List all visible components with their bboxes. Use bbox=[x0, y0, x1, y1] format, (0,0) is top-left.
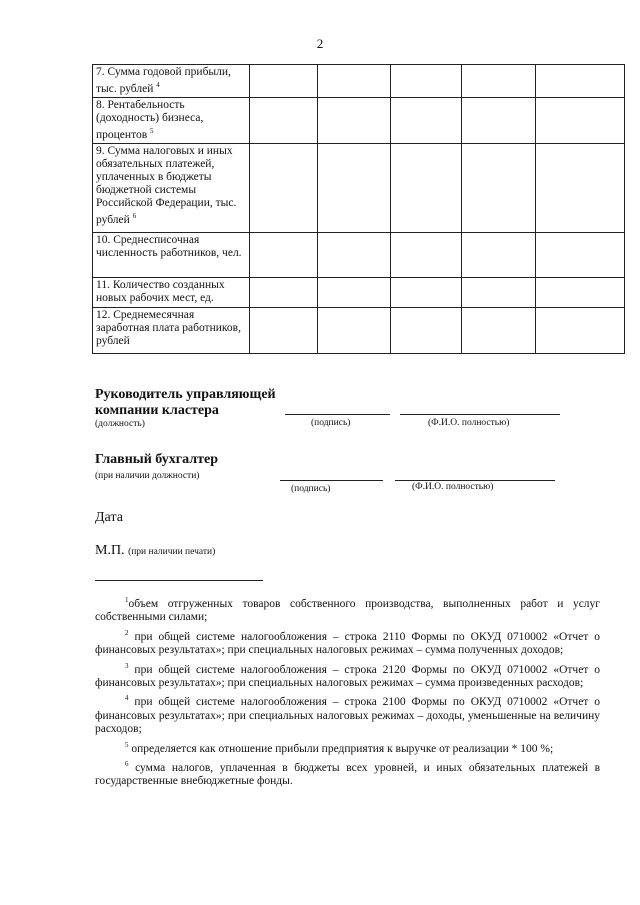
value-cell[interactable] bbox=[462, 307, 536, 353]
stamp-label-row bbox=[95, 543, 215, 559]
head-title-line1: Руководитель управляющей bbox=[95, 387, 276, 402]
row-label-cell bbox=[93, 97, 250, 143]
footnote-text: объем отгруженных товаров собственного производства, выполненных работ и услуг собственными силами; bbox=[95, 597, 600, 624]
value-cell[interactable] bbox=[536, 277, 625, 307]
accountant-title: Главный бухгалтер bbox=[95, 452, 218, 467]
footnote-number: 2 bbox=[125, 628, 129, 637]
value-cell[interactable] bbox=[318, 65, 391, 98]
table-row bbox=[93, 232, 625, 277]
footnote-text: определяется как отношение прибыли предприятия к выручке от реализации * 100 %; bbox=[131, 742, 554, 755]
stamp-label: М.П. bbox=[95, 543, 125, 558]
accountant-name-line[interactable] bbox=[395, 480, 555, 481]
accountant-name-caption: (Ф.И.О. полностью) bbox=[412, 482, 494, 492]
row-label-cell bbox=[93, 307, 250, 353]
value-cell[interactable] bbox=[318, 307, 391, 353]
table-row bbox=[93, 143, 625, 232]
footnote-separator bbox=[95, 580, 263, 581]
value-cell[interactable] bbox=[462, 97, 536, 143]
accountant-signature-line[interactable] bbox=[280, 480, 383, 481]
indicators-table bbox=[92, 64, 625, 354]
table-row bbox=[93, 97, 625, 143]
value-cell[interactable] bbox=[391, 65, 462, 98]
row-label-cell bbox=[93, 232, 250, 277]
footnote-number: 5 bbox=[125, 740, 129, 749]
value-cell[interactable] bbox=[391, 277, 462, 307]
value-cell[interactable] bbox=[250, 65, 318, 98]
footnote-ref: 6 bbox=[132, 211, 137, 220]
table-row bbox=[93, 307, 625, 353]
footnote-text: при общей системе налогообложения – строка 2110 Формы по ОКУД 0710002 «Отчет о финансовых результатах»; при специальных налоговых режимах – сумма полученных доходов; bbox=[95, 630, 601, 657]
accountant-signature-caption: (подпись) bbox=[291, 484, 331, 494]
footnote-number: 3 bbox=[125, 661, 129, 670]
head-name-line[interactable] bbox=[400, 414, 560, 415]
value-cell[interactable] bbox=[391, 143, 462, 232]
stamp-caption: (при наличии печати) bbox=[128, 547, 216, 557]
value-cell[interactable] bbox=[250, 97, 318, 143]
row-label-cell bbox=[93, 143, 250, 232]
footnote bbox=[95, 758, 600, 789]
value-cell[interactable] bbox=[318, 97, 391, 143]
value-cell[interactable] bbox=[318, 277, 391, 307]
value-cell[interactable] bbox=[536, 232, 625, 277]
footnotes bbox=[95, 594, 600, 791]
row-label-cell bbox=[93, 277, 250, 307]
footnote-text: при общей системе налогообложения – строка 2100 Формы по ОКУД 0710002 «Отчет о финансовых результатах»; при специальных налоговых режимах – доходы, уменьшенные на величину расходов; bbox=[95, 696, 600, 736]
accountant-condition-caption: (при наличии должности) bbox=[95, 471, 200, 481]
value-cell[interactable] bbox=[250, 232, 318, 277]
value-cell[interactable] bbox=[462, 65, 536, 98]
row-label: 11. Количество созданных новых рабочих мест, ед. bbox=[96, 278, 225, 304]
row-label: 10. Среднесписочная численность работников, чел. bbox=[96, 233, 242, 259]
value-cell[interactable] bbox=[250, 277, 318, 307]
footnote bbox=[95, 627, 600, 658]
footnote bbox=[95, 692, 600, 736]
footnote bbox=[95, 594, 600, 625]
table-row bbox=[93, 65, 625, 98]
row-label: 12. Среднемесячная заработная плата работников, рублей bbox=[96, 308, 241, 347]
head-signature-block bbox=[95, 387, 276, 429]
value-cell[interactable] bbox=[250, 143, 318, 232]
head-signature-line[interactable] bbox=[285, 414, 390, 415]
head-signature-caption: (подпись) bbox=[311, 418, 351, 428]
date-label: Дата bbox=[95, 510, 123, 525]
footnote-text: при общей системе налогообложения – строка 2120 Формы по ОКУД 0710002 «Отчет о финансовых результатах»; при специальных налоговых режимах – сумма произведенных расходов; bbox=[95, 663, 600, 689]
row-label-cell bbox=[93, 65, 250, 98]
value-cell[interactable] bbox=[250, 307, 318, 353]
value-cell[interactable] bbox=[536, 65, 625, 98]
footnote-text: сумма налогов, уплаченная в бюджеты всех уровней, и иных обязательных платежей в государственные внебюджетные фонды. bbox=[95, 761, 601, 788]
value-cell[interactable] bbox=[536, 307, 625, 353]
footnote-number: 4 bbox=[125, 694, 129, 703]
page-number: 2 bbox=[316, 36, 324, 51]
table-row bbox=[93, 277, 625, 307]
footnote-ref: 4 bbox=[156, 81, 160, 89]
value-cell[interactable] bbox=[462, 143, 536, 232]
value-cell[interactable] bbox=[318, 143, 391, 232]
value-cell[interactable] bbox=[318, 232, 391, 277]
row-label: 9. Сумма налоговых и иных обязательных платежей, уплаченных в бюджеты бюджетной системы Российской Федерации, тыс. рублей bbox=[96, 144, 237, 226]
value-cell[interactable] bbox=[536, 143, 625, 232]
value-cell[interactable] bbox=[391, 97, 462, 143]
head-position-caption: (должность) bbox=[95, 419, 145, 429]
value-cell[interactable] bbox=[391, 307, 462, 353]
value-cell[interactable] bbox=[462, 277, 536, 307]
head-title-line2: компании кластера bbox=[95, 403, 219, 418]
row-label: 8. Рентабельность (доходность) бизнеса, процентов bbox=[96, 98, 204, 141]
footnote-number: 6 bbox=[125, 760, 129, 769]
value-cell[interactable] bbox=[462, 232, 536, 277]
value-cell[interactable] bbox=[391, 232, 462, 277]
footnote bbox=[95, 739, 600, 756]
footnote bbox=[95, 660, 600, 691]
footnote-number: 1 bbox=[125, 596, 129, 604]
footnote-ref: 5 bbox=[150, 126, 154, 135]
accountant-signature-block bbox=[95, 452, 218, 481]
row-label: 7. Сумма годовой прибыли, тыс. рублей bbox=[96, 66, 231, 95]
head-name-caption: (Ф.И.О. полностью) bbox=[428, 418, 510, 428]
value-cell[interactable] bbox=[536, 97, 625, 143]
